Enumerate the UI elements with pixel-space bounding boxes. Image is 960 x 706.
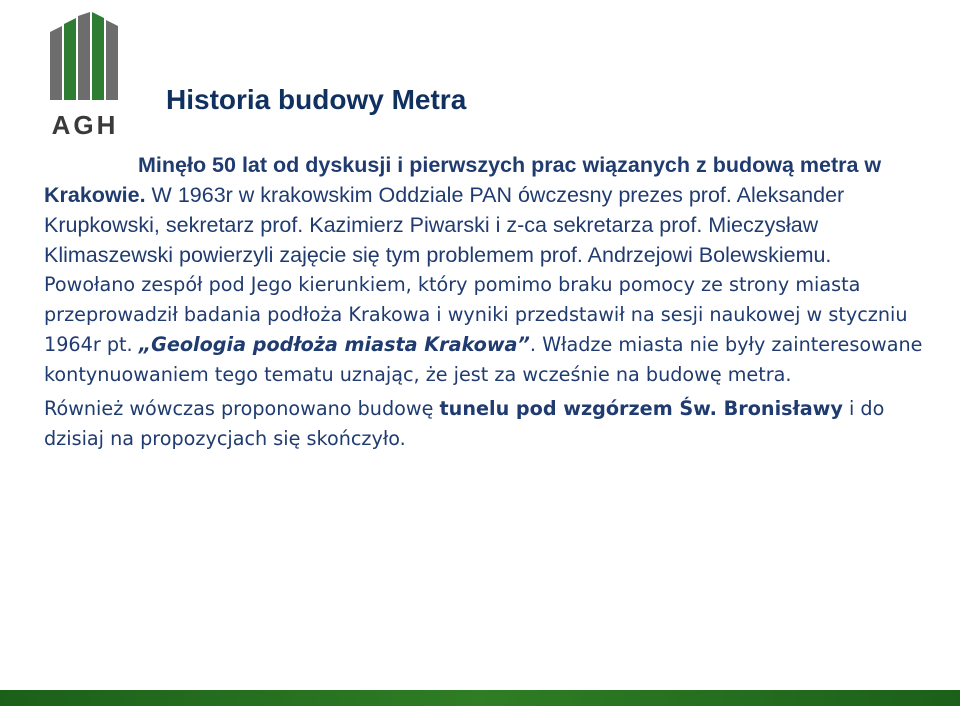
paragraph-3-bold: tunelu pod wzgórzem Św. Bronisławy [439,397,843,420]
book-title: „Geologia podłoża miasta Krakowa” [138,333,530,356]
paragraph-3-end: i do dzisiaj na propozycjach się skończyło. [44,397,885,450]
paragraph-1-bold: Minęło 50 lat od dyskusji i pierwszych prac wiązanych z budową metra w Krakowie. [44,153,882,207]
paragraph-3 [44,394,924,454]
paragraph-2-rest: . Władze miasta nie były zainteresowane kontynuowaniem tego tematu uznając, że jest za wcześnie na budowę metra. [44,333,923,386]
paragraph-2-text: Powołano zespół pod Jego kierunkiem, który pomimo braku pomocy ze strony miasta przeprowadził badania podłoża Krakowa i wyniki przedstawił na sesji naukowej w styczniu 1964r pt. [44,273,908,356]
agh-logo-icon [40,12,130,108]
logo-text: AGH [51,110,119,140]
agh-logo [40,12,130,140]
footer-bar [0,690,960,706]
slide-body [44,150,924,454]
paragraph-1-rest: W 1963r w krakowskim Oddziale PAN ówczesny prezes prof. Aleksander Krupkowski, sekretarz prof. Kazimierz Piwarski i z-ca sekretarza prof. Mieczysław Klimaszewski powierzyli zajęcie się tym problemem prof. Andrzejowi Bolewskiemu. [44,183,845,267]
slide-title: Historia budowy Metra [166,84,467,115]
paragraph-3-start: Również wówczas proponowano budowę [44,397,440,420]
paragraph-1 [44,150,924,270]
paragraph-2 [44,270,924,390]
